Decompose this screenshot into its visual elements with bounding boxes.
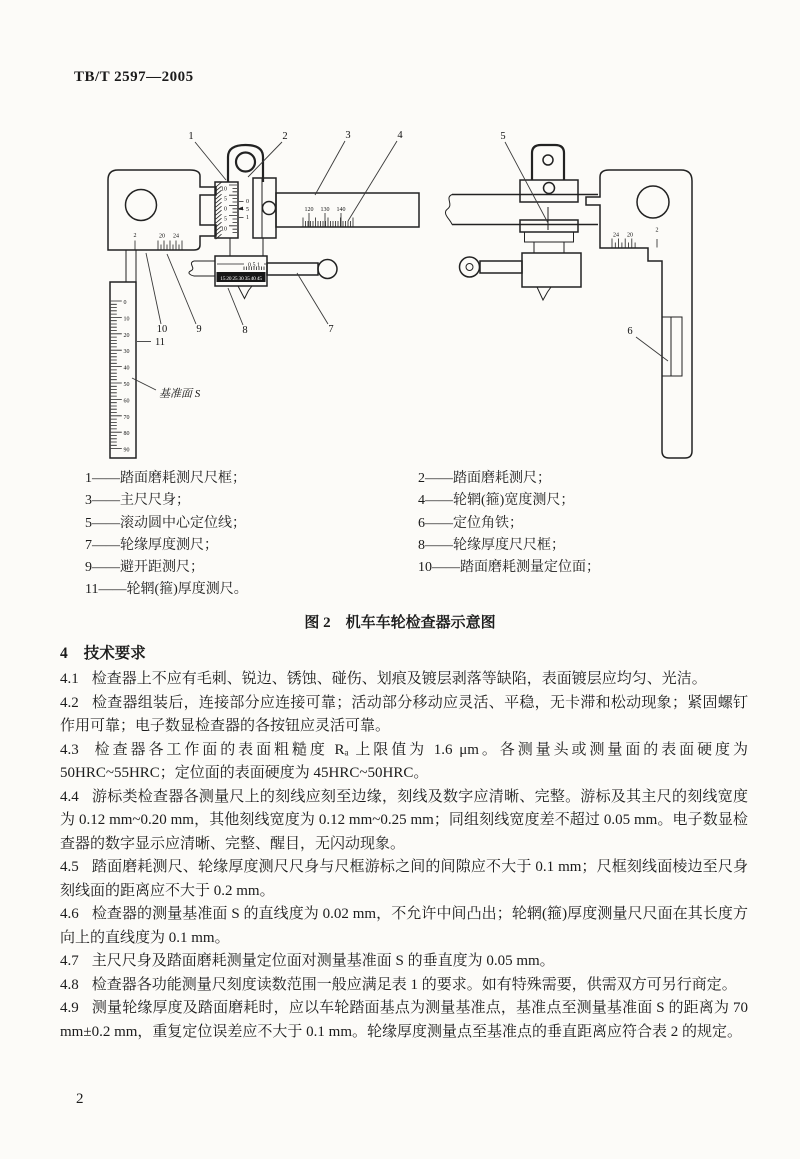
tick-label: 20: [627, 232, 633, 239]
callout-leaders: [132, 141, 668, 390]
tick-marks: [303, 213, 353, 227]
callout-6: 6: [627, 326, 633, 337]
legend-item: 3——主尺尺身；: [85, 493, 190, 509]
tick-marks: [216, 182, 222, 239]
pointer-tab: [537, 287, 551, 300]
callout-5: 5: [500, 131, 506, 142]
legend-item: 2——踏面磨耗测尺；: [418, 471, 551, 486]
lug-hole: [543, 155, 553, 165]
datum-face-label: 基准面 S: [159, 388, 201, 400]
tick-marks: [111, 301, 122, 449]
page-number: 2: [76, 1091, 84, 1107]
top-lug: [532, 145, 564, 180]
callout-10: 10: [156, 324, 168, 335]
clause-number: 4.6: [60, 906, 79, 922]
clause-text: 检查器各工作面的表面粗糙度 Rₐ 上限值为 1.6 μm。各测量头或测量面的表面硬度为 50HRC~55HRC；定位面的表面硬度为 45HRC~50HRC。: [60, 741, 748, 781]
section-heading: [60, 641, 146, 663]
legend-right-column: [418, 468, 600, 579]
clause-number: 4.1: [60, 671, 79, 687]
tick-marks: [229, 185, 237, 233]
tick-label: 2: [133, 233, 137, 239]
vernier-number: 0 5 1: [248, 262, 260, 269]
ruler-number: 10: [123, 316, 130, 323]
legend-left-column: [85, 468, 248, 602]
tick-label: 24: [613, 232, 619, 239]
scale-number: 10: [221, 226, 227, 233]
left-frame-hole: [126, 190, 157, 221]
figure-diagram: [0, 120, 800, 465]
clause-text: 游标类检查器各测量尺上的刻线应刻至边缘，刻线及数字应清晰、完整。游标及其主尺的刻线宽度为 0.12 mm~0.20 mm，其他刻线宽度为 0.12 mm~0.25 mm；同组刻线宽度差不超过 0.05 mm。电子数显检查器的数字显示应清晰、完整、醒目，无闪动现象。: [60, 788, 748, 852]
legend-item: 6——定位角铁；: [418, 515, 523, 531]
clause: [60, 739, 748, 786]
standard-number: TB/T 2597—2005: [74, 69, 194, 85]
clause-number: 4.8: [60, 976, 79, 993]
figure-caption: 图 2 机车车轮检查器示意图: [304, 615, 496, 631]
main-slider-clamp: [228, 145, 276, 256]
clause-text: 踏面磨耗测尺、轮缘厚度测尺尺身与尺框游标之间的间隙应不大于 0.1 mm；尺框刻线面棱边至尺身刻线面的距离应不大于 0.2 mm。: [60, 859, 748, 899]
clause: [60, 668, 748, 692]
callout-2: 2: [282, 131, 288, 142]
ruler-number: 50: [123, 382, 130, 388]
rod: [480, 261, 522, 273]
clause: [60, 786, 748, 857]
vernier-number: 1: [246, 215, 249, 221]
clause-number: 4.7: [60, 953, 79, 969]
rod-knob: [318, 260, 337, 279]
scale-number: 10: [221, 186, 227, 193]
section-number: 4: [60, 645, 68, 662]
main-ruler: [276, 193, 419, 227]
ruler-number: 70: [123, 414, 130, 421]
avoid-distance-ticks: [135, 241, 182, 250]
flange-thickness-rod: [267, 260, 337, 279]
clause-number: 4.4: [60, 788, 79, 805]
clause: [60, 903, 748, 950]
callout-4: 4: [397, 130, 403, 141]
callout-8: 8: [242, 325, 248, 336]
callout-7: 7: [328, 324, 334, 335]
legend-item: 10——踏面磨耗测量定位面；: [418, 560, 600, 576]
vernier-number: 5: [246, 207, 249, 213]
right-gauge-frame: [586, 170, 692, 458]
legend-item: 5——滚动圆中心定位线；: [85, 515, 246, 531]
callout-11: 11: [154, 337, 166, 348]
clause-text: 检查器组装后，连接部分应连接可靠；活动部分移动应灵活、平稳，无卡滞和松动现象；紧固螺钉作用可靠；电子数显检查器的各按钮应灵活可靠。: [60, 694, 748, 734]
vernier-number: 0: [246, 199, 249, 205]
clause-text: 测量轮缘厚度及踏面磨耗时，应以车轮踏面基点为测量基准点，基准点至测量基准面 S 的距离为 70 mm±0.2 mm，重复定位误差应不大于 0.1 mm。轮缘厚度测量点至基准点的垂直距离应符合表 2 的规定。: [60, 1000, 748, 1040]
clause: [60, 692, 748, 739]
ruler-number: 90: [123, 447, 130, 454]
rim-thickness-ruler: [110, 250, 136, 458]
ruler-number: 130: [320, 207, 330, 213]
left-gauge-frame: [108, 170, 216, 250]
ruler-number: 60: [123, 398, 130, 405]
clamp-screw: [544, 183, 555, 194]
tick-label: 2: [655, 227, 659, 234]
clause-number: 4.3: [60, 741, 79, 758]
lug-hole: [236, 153, 255, 172]
legend-item: 7——轮缘厚度测尺；: [85, 537, 218, 553]
locating-angle-iron: [662, 317, 682, 376]
vernier-strip-numbers: 15 20 25 30 35 40 45: [220, 275, 262, 282]
callout-3: 3: [345, 130, 351, 141]
requirements-text: [60, 668, 748, 1044]
break-symbol: [445, 195, 452, 225]
clause-text: 检查器的测量基准面 S 的直线度为 0.02 mm，不允许中间凸出；轮辋(箍)厚度测量尺尺面在其长度方向上的直线度为 0.1 mm。: [60, 906, 748, 946]
pointer-tab: [238, 286, 252, 299]
tick-marks: [244, 267, 264, 271]
ruler-number: 140: [336, 207, 346, 213]
tick-label: 24: [173, 233, 179, 240]
legend-item: 11——轮辋(箍)厚度测尺。: [85, 582, 248, 598]
tread-wear-scale: [215, 182, 249, 239]
legend-item: 1——踏面磨耗测尺尺框；: [85, 471, 246, 486]
section-title: 技术要求: [83, 645, 146, 662]
ruler-number: 20: [123, 332, 130, 339]
tick-marks: [135, 241, 182, 250]
scale-number: 5: [224, 216, 227, 223]
clause-text: 检查器各功能测量尺刻度读数范围一般应满足表 1 的要求。如有特殊需要，供需双方可另行商定。: [91, 976, 737, 993]
clause-number: 4.9: [60, 1000, 79, 1016]
clause: [60, 856, 748, 903]
clause-number: 4.5: [60, 859, 79, 875]
tick-label: 20: [159, 233, 165, 240]
scale-number: 5: [224, 196, 227, 203]
rod-knob: [460, 257, 480, 277]
tick-marks: [239, 202, 244, 218]
clause: [60, 997, 748, 1044]
flange-thickness-vernier: [189, 256, 267, 299]
clamp-screw: [263, 202, 276, 215]
ruler-number: 30: [123, 349, 130, 356]
right-frame-hole: [637, 186, 669, 218]
ruler-number: 80: [123, 431, 130, 438]
legend-item: 8——轮缘厚度尺尺框；: [418, 537, 565, 553]
broken-bar: [189, 261, 215, 276]
ruler-number: 0: [123, 300, 127, 306]
rolling-circle-clamp: [460, 145, 582, 300]
top-lug: [228, 145, 263, 182]
clause-text: 主尺尺身及踏面磨耗测量定位面对测量基准面 S 的垂直度为 0.05 mm。: [91, 953, 555, 969]
callout-9: 9: [196, 324, 202, 335]
legend-item: 9——避开距测尺；: [85, 560, 204, 576]
clause-text: 检查器上不应有毛刺、锐边、锈蚀、碰伤、划痕及镀层剥落等缺陷，表面镀层应均匀、光洁。: [91, 671, 707, 687]
callout-numbers: [155, 130, 633, 400]
ruler-number: 40: [123, 365, 130, 372]
callout-1: 1: [188, 131, 194, 142]
legend-item: 4——轮辋(箍)宽度测尺；: [418, 493, 575, 509]
clause: [60, 950, 748, 974]
clause-number: 4.2: [60, 694, 79, 711]
ruler-number: 120: [304, 207, 314, 213]
clause: [60, 974, 748, 998]
tick-marks: [612, 239, 657, 248]
right-frame-ticks: [612, 239, 657, 248]
scale-number: 0: [224, 206, 227, 213]
